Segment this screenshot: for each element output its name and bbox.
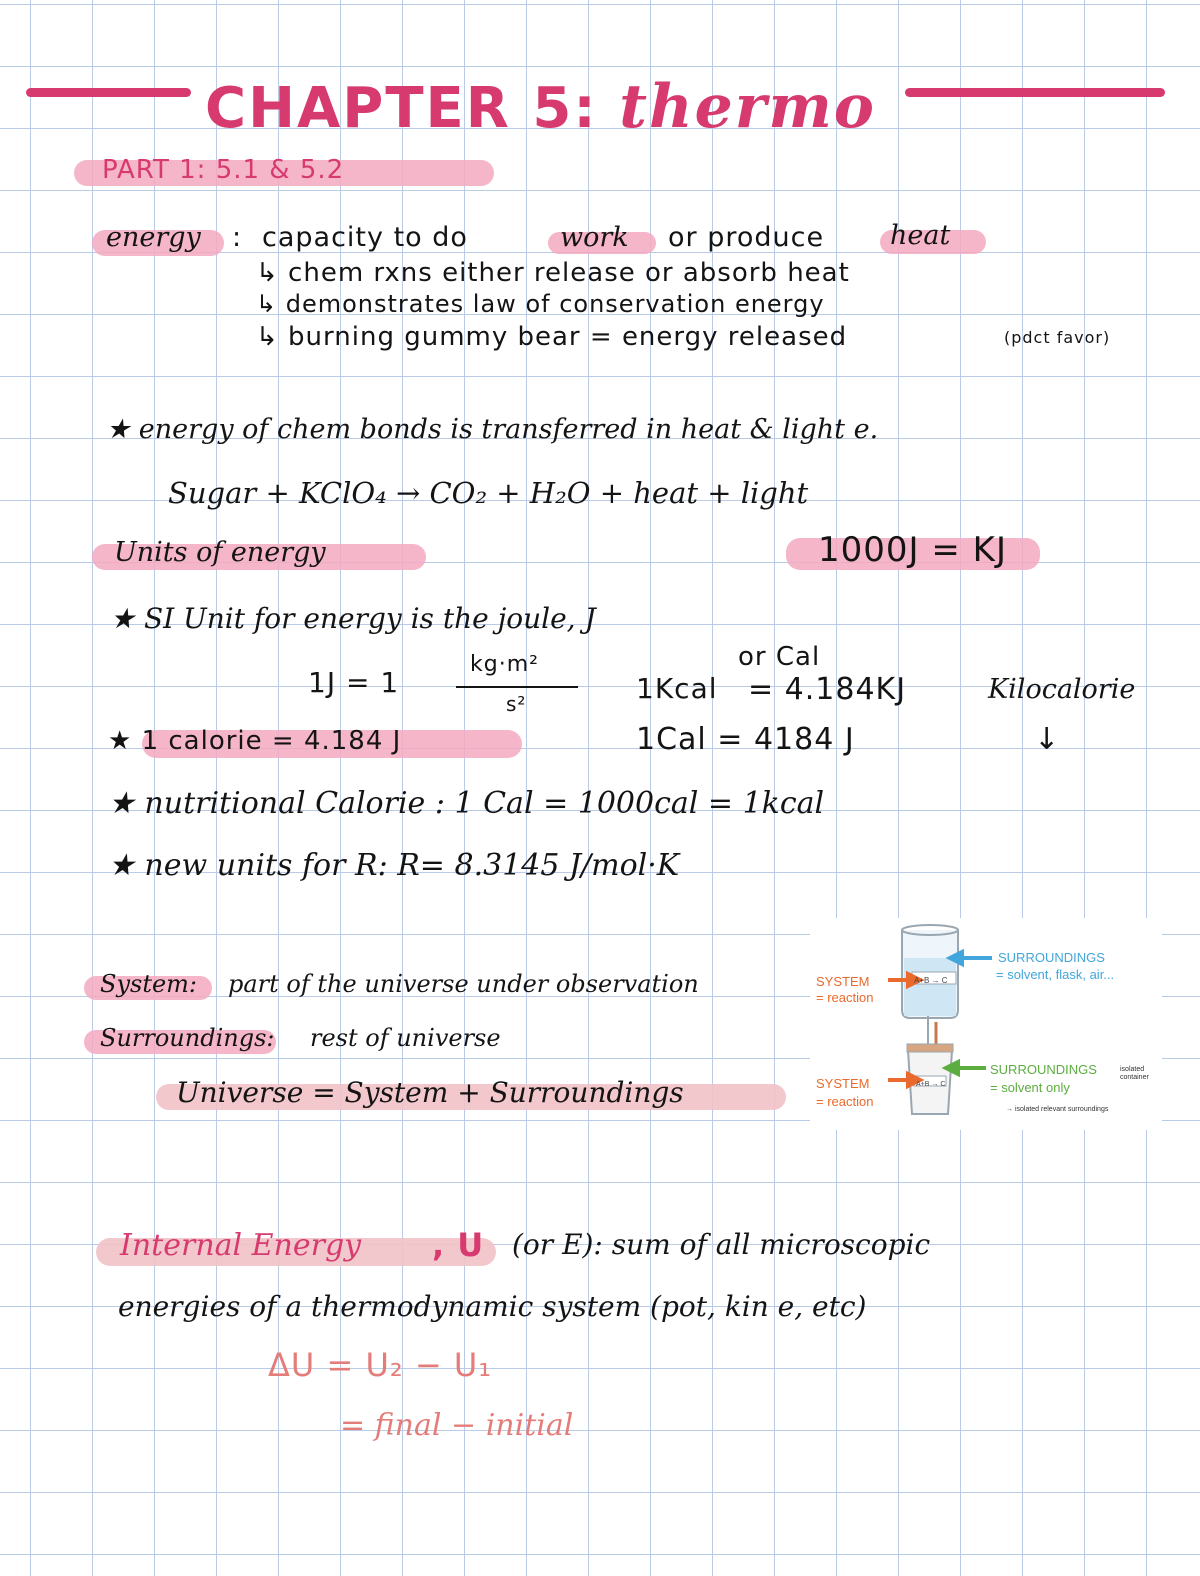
energy-bullet-2: ↳ demonstrates law of conservation energy [256,290,825,318]
kilocalorie-arrow: ↓ [1034,722,1061,757]
kilocalorie-label: Kilocalorie [988,674,1136,705]
universe-equation: Universe = System + Surroundings [176,1076,684,1109]
diagram-top-sys-label: SYSTEM [816,974,870,989]
system-def: part of the universe under observation [228,970,699,998]
energy-heat: heat [890,220,951,251]
final-initial-equation: = final − initial [340,1408,574,1443]
page-title [205,72,876,142]
title-rule-left [26,88,191,97]
surroundings-arrow-bottom [946,1062,986,1074]
si-unit-note: ★ SI Unit for energy is the joule, J [110,602,596,635]
diagram-side-note: isolated container [1120,1066,1149,1081]
bond-note: ★ energy of chem bonds is transferred in heat & light e. [106,414,879,445]
title-main: CHAPTER 5: [205,76,598,141]
beaker-icon [902,925,958,1018]
kcal-equation: = 4.184KJ [748,672,907,707]
part-heading: PART 1: 5.1 & 5.2 [102,155,345,185]
title-rule-right [905,88,1165,97]
cal-joule-equation: 1Cal = 4184 J [636,722,855,757]
energy-term: energy [106,222,201,253]
energy-bullet-3-note: (pdct favor) [1004,328,1111,347]
system-surroundings-diagram [810,918,1162,1130]
energy-def-b: or produce [668,222,825,253]
internal-energy-rest: (or E): sum of all microscopic [512,1228,931,1261]
joule-lhs: 1J = 1 [308,666,400,699]
joule-fraction-bar [456,686,578,688]
units-heading: Units of energy [114,537,326,568]
energy-work: work [560,222,629,253]
nutritional-calorie: ★ nutritional Calorie : 1 Cal = 1000cal = 1kcal [108,786,825,821]
diagram-bot-rxn: A+B → C [916,1081,946,1088]
joule-denominator: s² [506,692,527,716]
title-script: thermo [619,72,876,142]
diagram-bot-sys-label: SYSTEM [816,1076,870,1091]
energy-sep: : [232,222,243,253]
system-term: System: [100,970,198,998]
diagram-top-sys-desc: = reaction [816,990,874,1005]
energy-def-a: capacity to do [262,222,468,253]
diagram-top-rxn: A+B → C [914,976,948,985]
r-units: ★ new units for R: R= 8.3145 J/mol·K [108,848,680,883]
diagram-bottom-note: → isolated relevant surroundings [1006,1106,1109,1113]
joule-numerator: kg·m² [470,652,539,677]
diagram-bot-surr-desc: = solvent only [990,1080,1070,1095]
energy-bullet-1: ↳ chem rxns either release or absorb heat [256,258,850,288]
energy-bullet-3: ↳ burning gummy bear = energy released [256,322,848,352]
reaction-equation: Sugar + KClO₄ → CO₂ + H₂O + heat + light [168,476,809,510]
internal-energy-symbol: , U [432,1226,485,1264]
calorie-equation: ★ 1 calorie = 4.184 J [108,726,402,756]
surroundings-def: rest of universe [310,1024,501,1052]
or-cal: or Cal [738,642,821,672]
coffee-cup-calorimeter-icon [907,1016,953,1114]
kcal-label: 1Kcal [636,672,718,705]
internal-energy-line2: energies of a thermodynamic system (pot, kin e, etc) [118,1290,867,1323]
surroundings-term: Surroundings: [100,1024,275,1052]
diagram-bot-surr-label: SURROUNDINGS [990,1062,1097,1077]
internal-energy-term: Internal Energy [120,1228,362,1263]
diagram-top-surr-label: SURROUNDINGS [998,950,1105,965]
diagram-bot-sys-desc: = reaction [816,1094,874,1109]
delta-u-equation: ΔU = U₂ − U₁ [268,1346,493,1384]
kj-equation: 1000J = KJ [818,530,1007,570]
diagram-top-surr-desc: = solvent, flask, air... [996,967,1115,982]
surroundings-arrow-top [950,952,992,964]
